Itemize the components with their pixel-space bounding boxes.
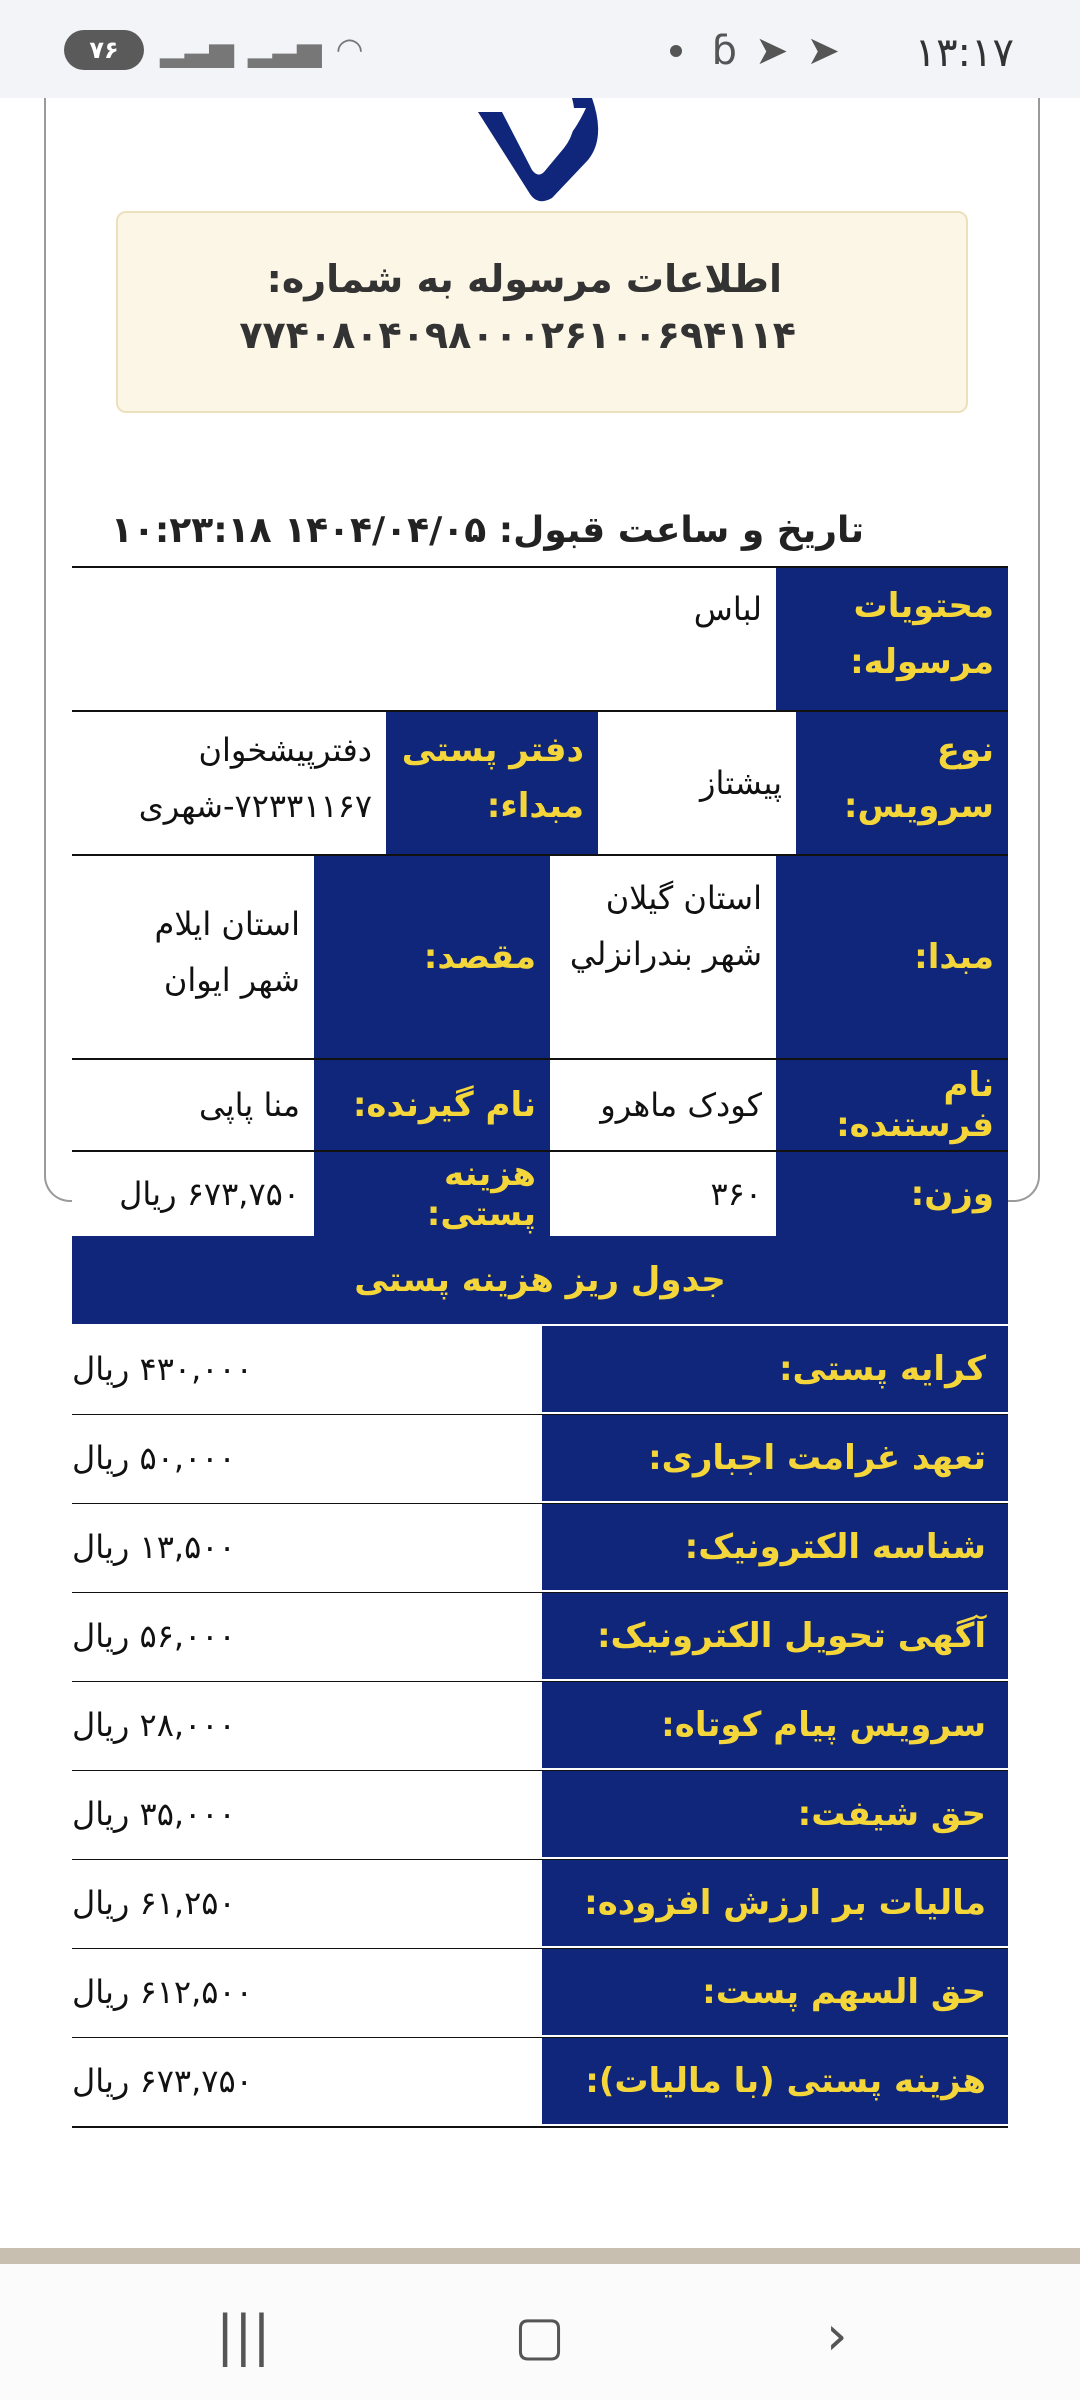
notification-dot-icon bbox=[670, 45, 682, 57]
destination-value: استان ایلام شهر ایوان bbox=[72, 856, 314, 1058]
breakdown-value: ۵۰,۰۰۰ ریال bbox=[72, 1415, 542, 1501]
origin-value: استان گیلان شهر بندرانزلي bbox=[550, 856, 776, 1058]
tracking-info-box bbox=[116, 211, 968, 413]
breakdown-label: حق السهم پست: bbox=[542, 1949, 1008, 2035]
tracking-title: اطلاعات مرسوله به شماره: bbox=[266, 257, 782, 301]
breakdown-label: شناسه الکترونیک: bbox=[542, 1504, 1008, 1590]
weight-label: وزن: bbox=[776, 1152, 1008, 1236]
breakdown-row bbox=[72, 1860, 1008, 1950]
signal-icon: ▂▃▅ bbox=[247, 30, 322, 68]
status-bar bbox=[0, 0, 1080, 98]
back-icon[interactable]: › bbox=[826, 2304, 848, 2367]
tracking-number: ۷۷۴۰۸۰۴۰۹۸۰۰۰۲۶۱۰۰۶۹۴۱۱۴ bbox=[239, 313, 796, 357]
breakdown-value: ۱۳,۵۰۰ ریال bbox=[72, 1504, 542, 1590]
breakdown-row bbox=[72, 1949, 1008, 2039]
breakdown-value: ۶۷۳,۷۵۰ ریال bbox=[72, 2038, 542, 2124]
sender-label: نام فرستنده: bbox=[776, 1060, 1008, 1150]
names-row bbox=[72, 1058, 1008, 1150]
clock: ۱۳:۱۷ bbox=[914, 30, 1014, 76]
breakdown-row bbox=[72, 2038, 1008, 2128]
origin-label: مبدا: bbox=[776, 856, 1008, 1058]
battery-indicator: ۷۶ bbox=[64, 30, 144, 70]
signal-icons bbox=[160, 30, 364, 68]
breakdown-label: سرویس پیام کوتاه: bbox=[542, 1682, 1008, 1768]
breakdown-row bbox=[72, 1771, 1008, 1861]
breakdown-row bbox=[72, 1415, 1008, 1505]
origin-office-value: دفترپیشخوان ۷۲۳۳۱۱۶۷-شهری bbox=[72, 712, 386, 854]
cost-label: هزینه پستی: bbox=[314, 1152, 550, 1236]
breakdown-value: ۶۱۲,۵۰۰ ریال bbox=[72, 1949, 542, 2035]
weight-value: ۳۶۰ bbox=[550, 1152, 776, 1236]
breakdown-value: ۵۶,۰۰۰ ریال bbox=[72, 1593, 542, 1679]
breakdown-row bbox=[72, 1326, 1008, 1416]
home-icon[interactable]: ▢ bbox=[514, 2304, 566, 2367]
b-app-icon: ɓ bbox=[711, 28, 737, 74]
receiver-label: نام گیرنده: bbox=[314, 1060, 550, 1150]
breakdown-value: ۳۵,۰۰۰ ریال bbox=[72, 1771, 542, 1857]
wifi-icon: ◠ bbox=[335, 30, 364, 68]
receiver-value: منا پاپی bbox=[72, 1060, 314, 1150]
weight-cost-row bbox=[72, 1150, 1008, 1236]
breakdown-label: مالیات بر ارزش افزوده: bbox=[542, 1860, 1008, 1946]
contents-value: لباس bbox=[72, 568, 776, 710]
signal-icon: ▂▃▅ bbox=[160, 30, 234, 68]
contents-row bbox=[72, 566, 1008, 710]
breakdown-value: ۲۸,۰۰۰ ریال bbox=[72, 1682, 542, 1768]
breakdown-title: جدول ریز هزینه پستی bbox=[72, 1236, 1008, 1324]
breakdown-label: آگهی تحویل الکترونیک: bbox=[542, 1593, 1008, 1679]
breakdown-value: ۶۱,۲۵۰ ریال bbox=[72, 1860, 542, 1946]
background-strip bbox=[0, 2248, 1080, 2264]
breakdown-row bbox=[72, 1682, 1008, 1772]
acceptance-datetime: تاریخ و ساعت قبول: ۱۴۰۴/۰۴/۰۵ ۱۰:۲۳:۱۸ bbox=[110, 510, 864, 551]
service-value: پیشتاز bbox=[598, 712, 796, 854]
breakdown-label: هزینه پستی (با مالیات): bbox=[542, 2038, 1008, 2124]
breakdown-row bbox=[72, 1593, 1008, 1683]
navigation-bar bbox=[0, 2264, 1080, 2400]
telegram-icon: ➤ bbox=[754, 28, 789, 74]
breakdown-label: حق شیفت: bbox=[542, 1771, 1008, 1857]
service-row bbox=[72, 710, 1008, 854]
breakdown-label: تعهد غرامت اجباری: bbox=[542, 1415, 1008, 1501]
breakdown-label: کرایه پستی: bbox=[542, 1326, 1008, 1412]
service-label: نوع سرویس: bbox=[796, 712, 1008, 854]
contents-label: محتویات مرسوله: bbox=[776, 568, 1008, 710]
recent-apps-icon[interactable]: ||| bbox=[216, 2304, 271, 2367]
sender-value: کودک ماهرو bbox=[550, 1060, 776, 1150]
origin-office-label: دفتر پستی مبداء: bbox=[386, 712, 598, 854]
breakdown-value: ۴۳۰,۰۰۰ ریال bbox=[72, 1326, 542, 1412]
telegram-icon: ➤ bbox=[806, 28, 840, 74]
destination-label: مقصد: bbox=[314, 856, 550, 1058]
route-row bbox=[72, 854, 1008, 1058]
breakdown-row bbox=[72, 1504, 1008, 1594]
cost-value: ۶۷۳,۷۵۰ ریال bbox=[72, 1152, 314, 1236]
post-logo-icon bbox=[468, 98, 608, 210]
notification-icons bbox=[670, 28, 840, 74]
